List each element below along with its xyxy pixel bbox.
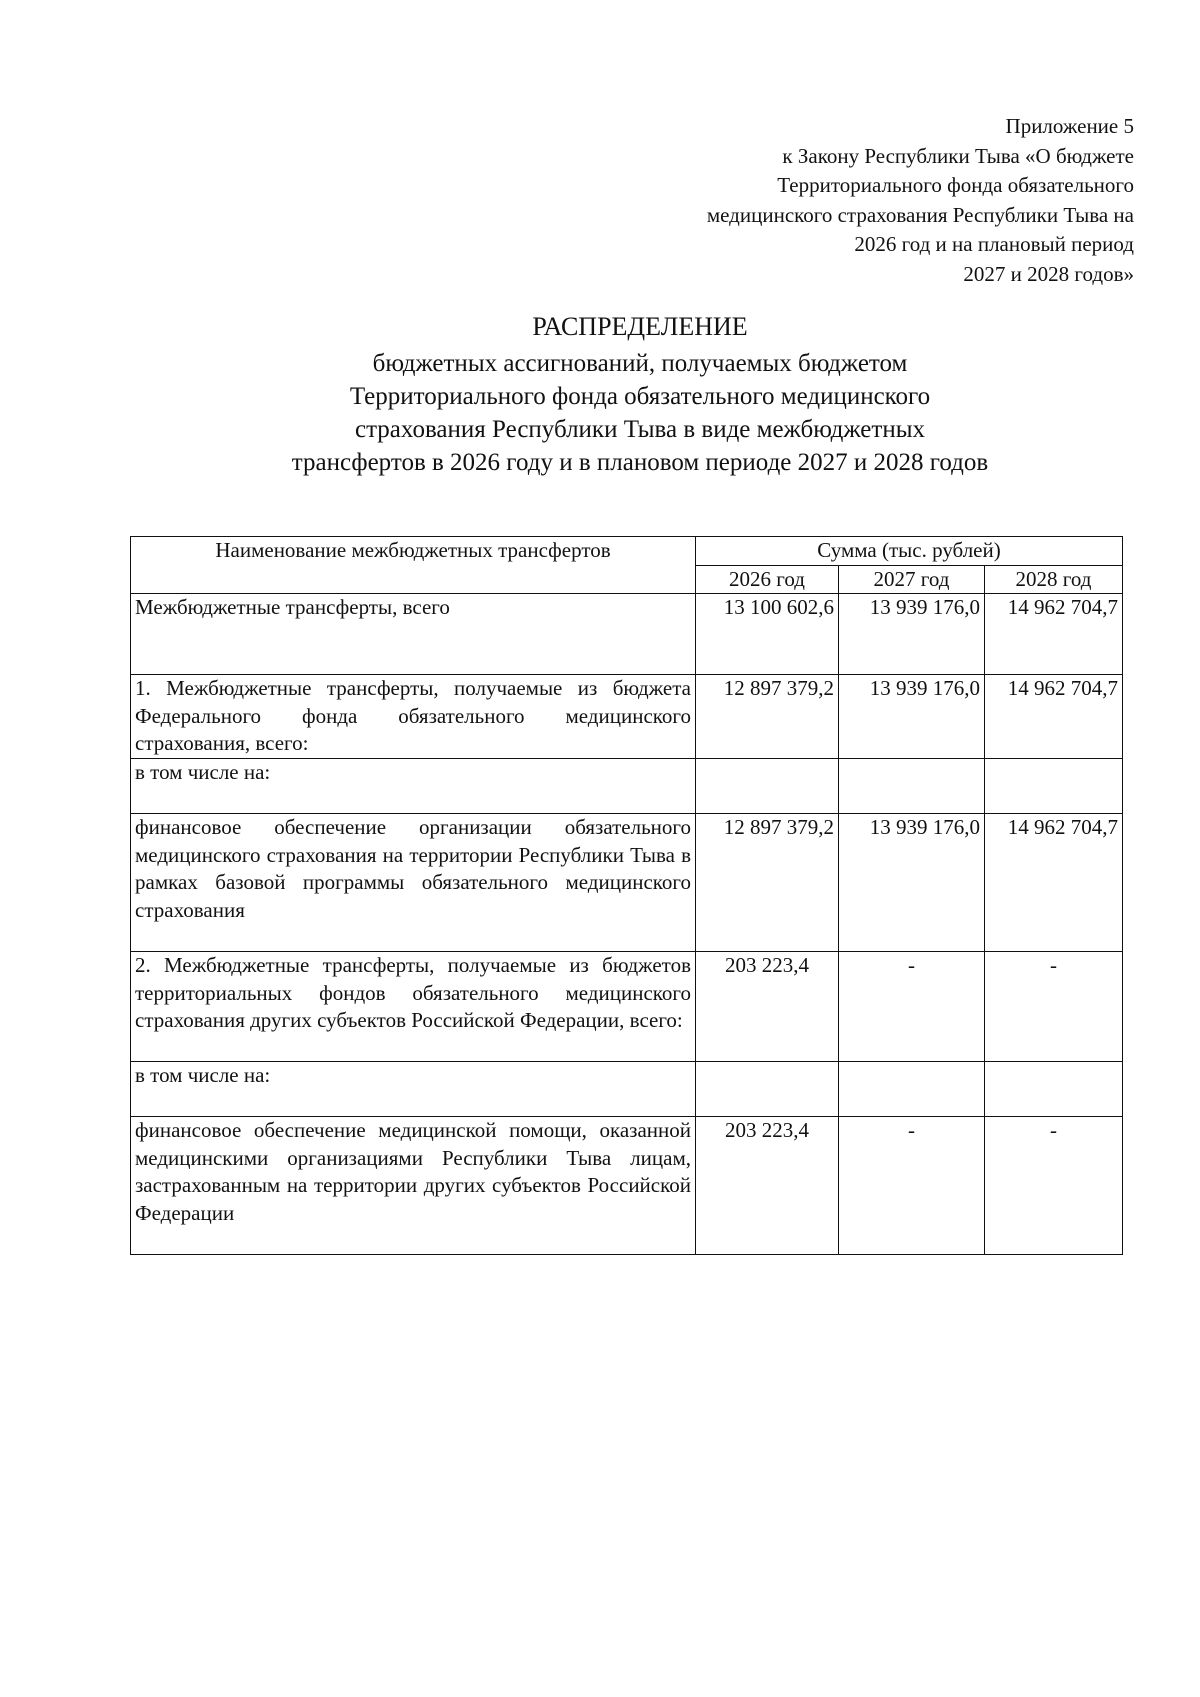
row-value-2026: 12 897 379,2 — [696, 675, 839, 759]
row-value-2026 — [696, 759, 839, 814]
header-year-2026: 2026 год — [696, 565, 839, 594]
annex-line: Территориального фонда обязательного — [777, 173, 1134, 197]
table-row — [131, 814, 1123, 952]
annex-line: 2026 год и на плановый период — [854, 232, 1134, 256]
header-sum: Сумма (тыс. рублей) — [696, 537, 1123, 566]
row-name: 2. Межбюджетные трансферты, получаемые из бюджетов территориальных фондов обязательного медицинского страхования других субъектов Российской Федерации, всего: — [131, 952, 696, 1062]
table-row — [131, 759, 1123, 814]
row-value-2027: - — [839, 1117, 985, 1255]
row-name: финансовое обеспечение медицинской помощи, оказанной медицинскими организациями Республики Тыва лицам, застрахованным на территории других субъектов Российской Федерации — [131, 1117, 696, 1255]
row-value-2028: - — [985, 952, 1123, 1062]
row-value-2028: 14 962 704,7 — [985, 814, 1123, 952]
row-name: Межбюджетные трансферты, всего — [131, 594, 696, 675]
row-name: в том числе на: — [131, 759, 696, 814]
row-value-2028 — [985, 1062, 1123, 1117]
annex-line: медицинского страхования Республики Тыва на — [706, 202, 1134, 227]
row-value-2026 — [696, 1062, 839, 1117]
row-value-2028: - — [985, 1117, 1123, 1255]
row-value-2027: 13 939 176,0 — [839, 594, 985, 675]
title-heading: РАСПРЕДЕЛЕНИЕ — [532, 312, 748, 341]
table-row — [131, 1062, 1123, 1117]
annex-line: Приложение 5 — [1005, 114, 1134, 138]
header-year-2027: 2027 год — [839, 565, 985, 594]
row-value-2027: 13 939 176,0 — [839, 675, 985, 759]
row-name: 1. Межбюджетные трансферты, получаемые из бюджета Федерального фонда обязательного медицинского страхования, всего: — [131, 675, 696, 759]
title-line: Территориального фонда обязательного медицинского — [349, 383, 931, 410]
table-row — [131, 952, 1123, 1062]
table-row — [131, 1117, 1123, 1255]
row-value-2027 — [839, 1062, 985, 1117]
title-line: страхования Республики Тыва в виде межбюджетных — [354, 416, 925, 443]
table-row — [131, 594, 1123, 675]
annex-line: 2027 и 2028 годов» — [963, 261, 1134, 286]
row-value-2027: - — [839, 952, 985, 1062]
annex-reference — [600, 112, 1134, 289]
table-header-row — [131, 537, 1123, 566]
row-value-2027: 13 939 176,0 — [839, 814, 985, 952]
transfers-table — [130, 536, 1123, 1255]
title-line: бюджетных ассигнований, получаемых бюджетом — [372, 350, 908, 377]
row-value-2026: 203 223,4 — [696, 952, 839, 1062]
table-row — [131, 675, 1123, 759]
row-value-2028: 14 962 704,7 — [985, 594, 1123, 675]
row-value-2028 — [985, 759, 1123, 814]
header-year-2028: 2028 год — [985, 565, 1123, 594]
row-value-2026: 12 897 379,2 — [696, 814, 839, 952]
title-line: трансфертов в 2026 году и в плановом периоде 2027 и 2028 годов — [291, 449, 989, 476]
row-name: финансовое обеспечение организации обязательного медицинского страхования на территории Республики Тыва в рамках базовой программы обязательного медицинского страхования — [131, 814, 696, 952]
row-value-2028: 14 962 704,7 — [985, 675, 1123, 759]
row-name: в том числе на: — [131, 1062, 696, 1117]
row-value-2027 — [839, 759, 985, 814]
row-value-2026: 203 223,4 — [696, 1117, 839, 1255]
document-title — [130, 310, 1150, 479]
row-value-2026: 13 100 602,6 — [696, 594, 839, 675]
annex-line: к Закону Республики Тыва «О бюджете — [782, 143, 1134, 168]
header-name: Наименование межбюджетных трансфертов — [131, 537, 696, 594]
